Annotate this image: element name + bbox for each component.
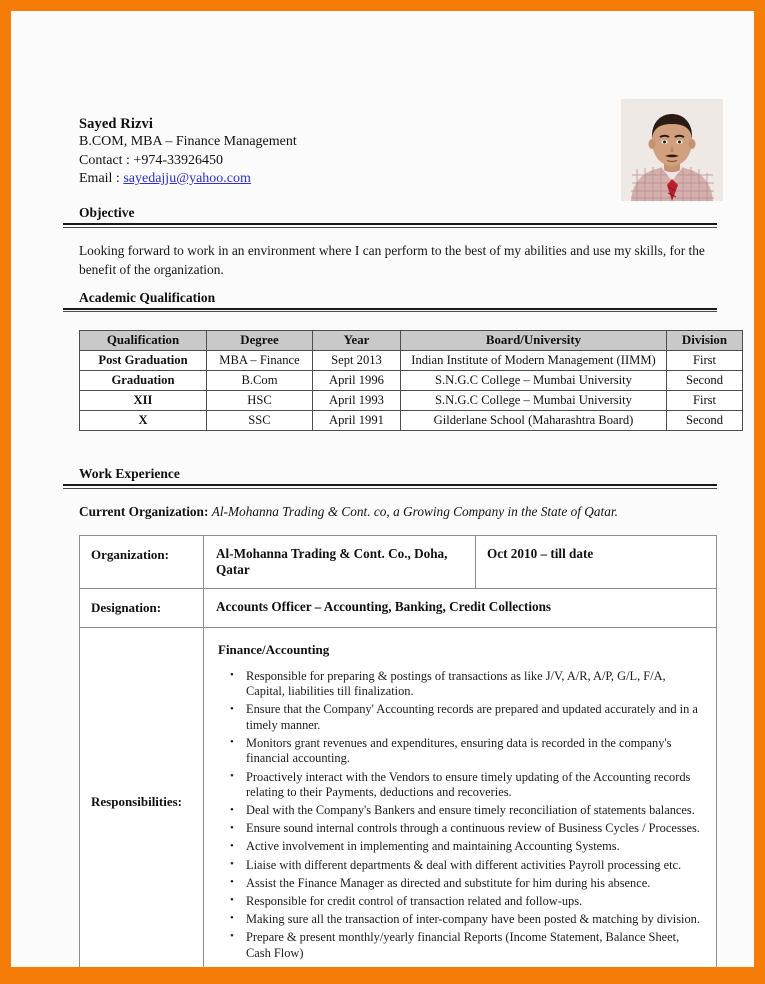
objective-heading-text: Objective xyxy=(79,205,135,220)
list-item: • Liaise with different departments & deal with different activities Payroll processing etc. xyxy=(246,858,704,874)
list-item: • Responsible for credit control of transaction related and follow-ups. xyxy=(246,894,704,910)
table-row xyxy=(80,411,743,431)
contact-block xyxy=(79,115,499,189)
cell-year: April 1991 xyxy=(313,411,401,431)
organization-row xyxy=(80,535,717,588)
cell-year: April 1996 xyxy=(313,371,401,391)
cell-qualification: Post Graduation xyxy=(80,351,207,371)
organization-label: Organization: xyxy=(80,535,204,588)
responsibilities-row xyxy=(80,627,717,967)
list-item: • Responsible for preparing & postings of transactions as like J/V, A/R, A/P, G/L, F/A, Capital, liabilities till finalization. xyxy=(246,669,704,700)
objective-text: Looking forward to work in an environment where I can perform to the best of my abilities and use my skills, for the benefit of the organization. xyxy=(79,242,705,277)
designation-row xyxy=(80,588,717,627)
resume-content xyxy=(63,86,728,967)
cell-degree: MBA – Finance xyxy=(207,351,313,371)
cell-year: Sept 2013 xyxy=(313,351,401,371)
cell-degree: B.Com xyxy=(207,371,313,391)
candidate-credentials: B.COM, MBA – Finance Management xyxy=(79,134,297,149)
responsibilities-cell xyxy=(204,627,717,967)
section-objective-heading xyxy=(63,204,717,228)
table-row xyxy=(80,371,743,391)
email-label: Email : xyxy=(79,171,124,186)
list-item: • Making sure all the transaction of inter-company have been posted & matching by division. xyxy=(246,912,704,928)
list-item: • Deal with the Company's Bankers and ensure timely reconciliation of statements balances. xyxy=(246,803,704,819)
cell-board: Indian Institute of Modern Management (IIMM) xyxy=(401,351,667,371)
cell-degree: HSC xyxy=(207,391,313,411)
academic-table-wrapper xyxy=(63,330,728,431)
designation-value: Accounts Officer – Accounting, Banking, Credit Collections xyxy=(204,588,717,627)
current-organization-label: Current Organization: xyxy=(79,503,209,519)
cell-division: Second xyxy=(667,371,743,391)
objective-heading-rule xyxy=(63,223,717,228)
candidate-email-line xyxy=(79,170,499,189)
work-heading-rule xyxy=(63,484,717,489)
cell-board: S.N.G.C College – Mumbai University xyxy=(401,391,667,411)
resume-page xyxy=(11,11,754,967)
list-item: • Active involvement in implementing and maintaining Accounting Systems. xyxy=(246,839,704,855)
email-link[interactable]: sayedajju@yahoo.com xyxy=(123,171,251,186)
profile-photo xyxy=(621,99,723,201)
profile-photo-image xyxy=(621,99,723,201)
list-item: • Prepare & present monthly/yearly financial Reports (Income Statement, Balance Sheet, Cash Flow) xyxy=(246,930,704,961)
cell-degree: SSC xyxy=(207,411,313,431)
table-row xyxy=(80,351,743,371)
column-header-qualification: Qualification xyxy=(80,331,207,351)
column-header-division: Division xyxy=(667,331,743,351)
column-header-degree: Degree xyxy=(207,331,313,351)
cell-qualification: Graduation xyxy=(80,371,207,391)
organization-value: Al-Mohanna Trading & Cont. Co., Doha, Qatar xyxy=(204,535,476,588)
cell-year: April 1993 xyxy=(313,391,401,411)
cell-board: Gilderlane School (Maharashtra Board) xyxy=(401,411,667,431)
resume-header xyxy=(63,86,717,194)
column-header-year: Year xyxy=(313,331,401,351)
organization-period: Oct 2010 – till date xyxy=(476,535,717,588)
candidate-contact: Contact : +974-33926450 xyxy=(79,152,223,168)
academic-qualification-table xyxy=(79,330,743,431)
academic-heading-rule xyxy=(63,308,717,313)
cell-qualification: X xyxy=(80,411,207,431)
list-item: • Assist the Finance Manager as directed and substitute for him during his absence. xyxy=(246,876,704,892)
current-organization-line xyxy=(63,503,717,521)
work-experience-table xyxy=(79,535,717,968)
cell-board: S.N.G.C College – Mumbai University xyxy=(401,371,667,391)
responsibilities-list xyxy=(216,669,704,962)
table-header-row xyxy=(80,331,743,351)
column-header-board: Board/University xyxy=(401,331,667,351)
experience-table-wrapper xyxy=(63,535,717,968)
section-work-heading xyxy=(63,465,717,489)
responsibilities-subtitle: Finance/Accounting xyxy=(218,641,330,657)
list-item: • Monitors grant revenues and expenditures, ensuring data is recorded in the company's financial accounting. xyxy=(246,736,704,767)
list-item: • Proactively interact with the Vendors to ensure timely updating of the Accounting records relating to their Payments, deductions and recoveries. xyxy=(246,770,704,801)
list-item: • Ensure that the Company' Accounting records are prepared and updated accurately and in a timely manner. xyxy=(246,702,704,733)
cell-division: Second xyxy=(667,411,743,431)
cell-qualification: XII xyxy=(80,391,207,411)
cell-division: First xyxy=(667,351,743,371)
designation-label: Designation: xyxy=(80,588,204,627)
candidate-name: Sayed Rizvi xyxy=(79,116,154,132)
academic-heading-text: Academic Qualification xyxy=(79,289,216,305)
work-heading-text: Work Experience xyxy=(79,466,180,481)
list-item: • Ensure sound internal controls through a continuous review of Business Cycles / Processes. xyxy=(246,821,704,837)
cell-division: First xyxy=(667,391,743,411)
table-row xyxy=(80,391,743,411)
current-organization-value: Al-Mohanna Trading & Cont. co, a Growing Company in the State of Qatar. xyxy=(211,503,618,519)
responsibilities-label: Responsibilities: xyxy=(80,627,204,967)
section-academic-heading xyxy=(63,289,717,313)
